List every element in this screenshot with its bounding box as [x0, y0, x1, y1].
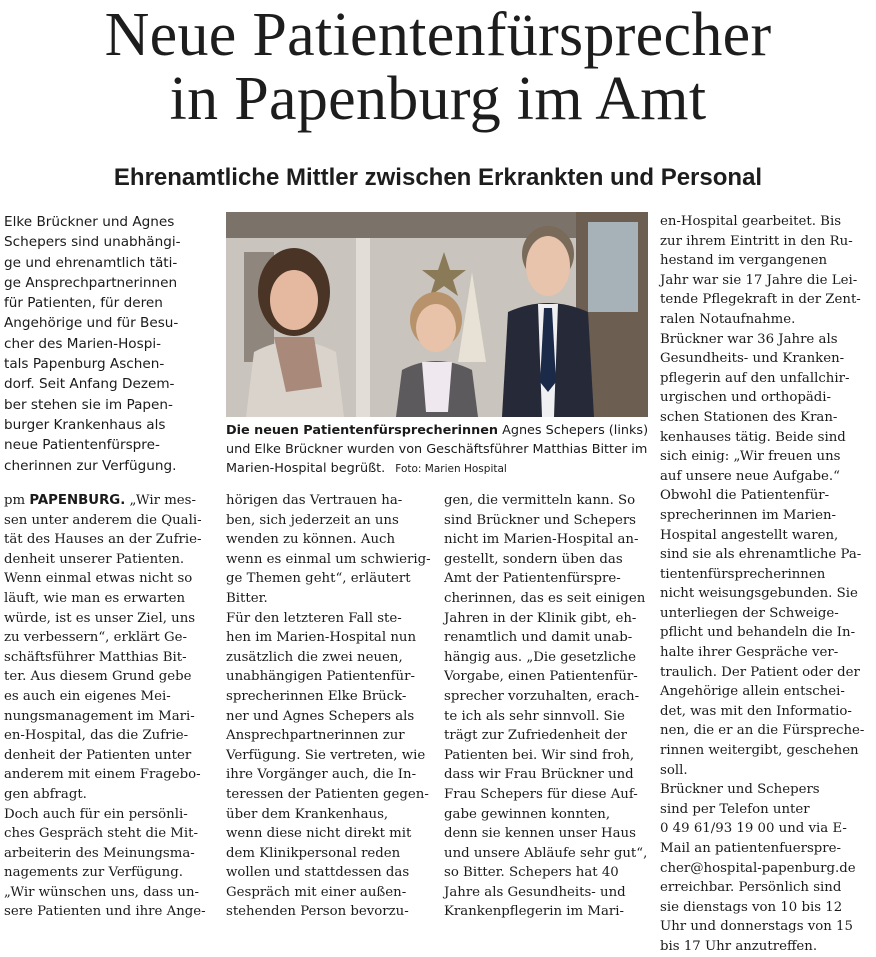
column-4-paragraph-1: en-Hospital gearbeitet. Bis zur ihrem Eintritt in den Ru- hestand im vergangenen Jahr war sie 17 Jahre die Lei- tende Pflegekraft in der Zent- ralen Notaufnahme. [660, 214, 861, 327]
column-1-paragraph-1: „Wir mes- sen unter anderem die Quali- tät des Hauses an der Zufrie- denheit unserer Patienten. Wenn einmal etwas nicht so läuft, wie man es erwarten würde, ist es unser Ziel, uns zu verbessern“, erklärt Ge- schäftsführer Matthias Bit- ter. Aus diesem Grund gebe es auch ein eigenes Mei- nungsmanagement im Mari- en-Hospital, das die Zufrie- denheit der Patienten unter anderem mit einem Fragebo- gen abfragt. [4, 493, 202, 802]
article-column-2 [226, 491, 434, 922]
photo-illustration [226, 212, 648, 417]
article-photo [226, 212, 648, 417]
article-column-3 [444, 491, 650, 922]
column-3-paragraph-1: gen, die vermitteln kann. So sind Brückner und Schepers nicht im Marien-Hospital an- gestellt, sondern üben das Amt der Patientenfürspre- cherinnen, das es seit einigen Jahren in der Klinik gibt, eh- renamtlich und damit unab- hängig aus. „Die gesetzliche Vorgabe, einen Patientenfür- sprecher vorzuhalten, erach- te ich als sehr sinnvoll. Sie trägt zur Zufriedenheit der Patienten bei. Wir sind froh, dass wir Frau Brückner und Frau Schepers für diese Auf- gabe gewinnen konnten, denn sie kennen unser Haus und unsere Abläufe sehr gut“, so Bitter. Schepers hat 40 Jahre als Gesundheits- und Krankenpflegerin im Mari- [444, 493, 648, 920]
author-initials: pm [4, 493, 26, 508]
column-2-paragraph-1: hörigen das Vertrauen ha- ben, sich jederzeit an uns wenden zu können. Auch wenn es einmal um schwierig- ge Themen geht“, erläutert Bitter. [226, 493, 431, 606]
photo-credit: Foto: Marien Hospital [395, 463, 507, 475]
article-column-1 [4, 491, 216, 922]
dateline: PAPENBURG. [29, 493, 126, 508]
caption-lead: Die neuen Patientenfürsprecherinnen [226, 423, 498, 438]
headline-line-1: Neue Patientenfürsprecher [104, 1, 772, 69]
column-4-paragraph-2: Brückner war 36 Jahre als Gesundheits- und Kranken- pflegerin auf den unfallchir- urgischen und orthopädi- schen Stationen des Kran- kenhauses tätig. Beide sind sich einig: „Wir freuen uns auf unsere neue Aufgabe.“ Obwohl die Patientenfür- sprecherinnen im Marien- Hospital angestellt waren, sind sie als ehrenamtliche Pa- tientenfürsprecherinnen nicht weisungsgebunden. Sie unterliegen der Schweige- pflicht und behandeln die In- halte ihrer Gespräche ver- traulich. Der Patient oder der Angehörige allein entschei- det, was mit den Informatio- nen, die er an die Fürspreche- rinnen weitergibt, geschehen soll. [660, 331, 865, 778]
column-2-paragraph-2: Für den letzteren Fall ste- hen im Marien-Hospital nun zusätzlich die zwei neuen, unabhängigen Patientenfür- sprecherinnen Elke Brück- ner und Agnes Schepers als Ansprechpartnerinnen zur Verfügung. Sie vertreten, wie ihre Vorgänger auch, die In- teressen der Patienten gegen- über dem Krankenhaus, wenn diese nicht direkt mit dem Klinikpersonal reden wollen und stattdessen das Gespräch mit einer außen- stehenden Person bevorzu- [226, 610, 429, 920]
photo-caption [226, 421, 650, 479]
headline [0, 1, 876, 133]
article-column-4 [660, 212, 874, 957]
subheadline: Ehrenamtliche Mittler zwischen Erkrankten und Personal [113, 164, 763, 191]
intro-lead: Elke Brückner und Agnes Schepers sind unabhängi- ge und ehrenamtlich täti- ge Ansprechpartnerinnen für Patienten, für deren Angehörige und für Besu- cher des Marien-Hospi- tals Papenburg Aschen- dorf. Seit Anfang Dezem- ber stehen sie im Papen- burger Krankenhaus als neue Patientenfürspre- cherinnen zur Verfügung. [4, 214, 181, 474]
caption-text: Agnes Schepers (links) und Elke Brückner wurden von Geschäftsführer Matthias Bitter im Marien-Hospital begrüßt. [226, 423, 649, 476]
column-1-paragraph-2: Doch auch für ein persönli- ches Gespräch steht die Mit- arbeiterin des Meinungsma- nagements zur Verfügung. „Wir wünschen uns, dass un- sere Patienten und ihre Ange- [4, 806, 206, 920]
headline-line-2: in Papenburg im Amt [169, 65, 707, 133]
column-4-paragraph-3: Brückner und Schepers sind per Telefon unter 0 49 61/93 19 00 und via E- Mail an patientenfuerspre- cher@hospital-papenburg.de erreichbar. Persönlich sind sie dienstags von 10 bis 12 Uhr und donnerstags von 15 bis 17 Uhr anzutreffen. [660, 782, 856, 954]
